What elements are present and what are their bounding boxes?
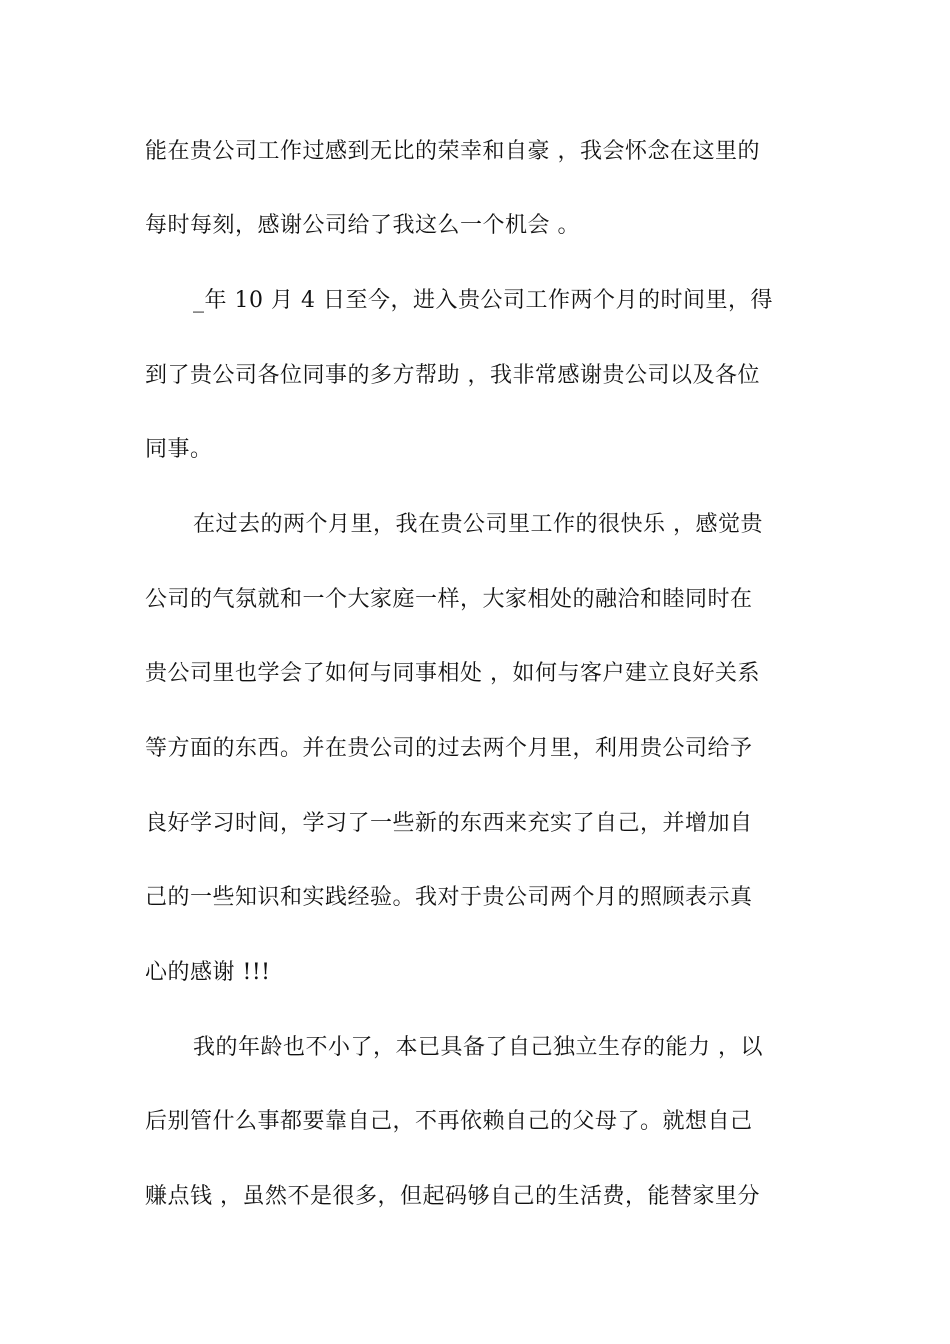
text-line: 己的一些知识和实践经验。我对于贵公司两个月的照顾表示真	[145, 885, 753, 910]
paragraph-first-line: 在过去的两个月里，我在贵公司里工作的很快乐 ，感觉贵	[193, 512, 763, 537]
text-line: 每时每刻，感谢公司给了我这么一个机会 。	[145, 213, 580, 238]
text-line: 等方面的东西。并在贵公司的过去两个月里，利用贵公司给予	[145, 736, 753, 761]
text-line: 良好学习时间，学习了一些新的东西来充实了自己，并增加自	[145, 811, 753, 836]
paragraph-first-line: _年 10 月 4 日至今，进入贵公司工作两个月的时间里，得	[193, 288, 773, 313]
text-line: 能在贵公司工作过感到无比的荣幸和自豪 ，我会怀念在这里的	[145, 139, 760, 164]
text-line: 同事。	[145, 437, 213, 462]
text-line: 后别管什么事都要靠自己，不再依赖自己的父母了。就想自己	[145, 1109, 753, 1134]
text-line: 公司的气氛就和一个大家庭一样，大家相处的融洽和睦同时在	[145, 587, 753, 612]
paragraph-first-line: 我的年龄也不小了，本已具备了自己独立生存的能力 ，以	[193, 1035, 763, 1060]
text-line: 贵公司里也学会了如何与同事相处 ，如何与客户建立良好关系	[145, 661, 760, 686]
text-line: 到了贵公司各位同事的多方帮助 ，我非常感谢贵公司以及各位	[145, 363, 760, 388]
text-line: 赚点钱 ，虽然不是很多，但起码够自己的生活费，能替家里分	[145, 1184, 760, 1209]
text-line: 心的感谢 !!!	[145, 960, 271, 985]
